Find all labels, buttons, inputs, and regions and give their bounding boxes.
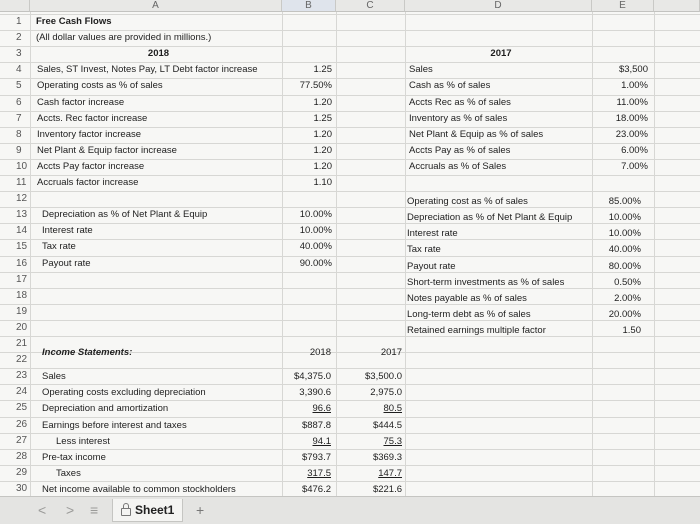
- column-gridline: [30, 12, 31, 496]
- factor-label[interactable]: Accts Pay factor increase: [37, 160, 145, 172]
- income-value-2017[interactable]: $221.6: [372, 483, 402, 495]
- income-statement-title[interactable]: Income Statements:: [42, 347, 133, 358]
- assumption-value[interactable]: 80.00%: [608, 260, 641, 272]
- factor-value[interactable]: 1.25: [313, 64, 332, 76]
- column-gridline: [405, 12, 406, 496]
- row-number[interactable]: 8: [16, 128, 22, 140]
- factor-value[interactable]: 1.20: [313, 160, 332, 172]
- sheet-tab-label: Sheet1: [135, 503, 175, 517]
- assumption-value[interactable]: 20.00%: [608, 308, 641, 320]
- assumption-value[interactable]: 6.00%: [621, 144, 648, 156]
- row-gridline: [0, 481, 700, 482]
- assumption-label[interactable]: Sales: [409, 64, 433, 76]
- assumption-label[interactable]: Interest rate: [407, 228, 458, 240]
- factor-value[interactable]: 1.20: [313, 128, 332, 140]
- factor-label[interactable]: Cash factor increase: [37, 96, 125, 108]
- income-label[interactable]: Less interest: [56, 435, 110, 447]
- factor-value[interactable]: 1.20: [313, 96, 332, 108]
- row-gridline: [0, 368, 700, 369]
- assumption-label[interactable]: Depreciation as % of Net Plant & Equip: [407, 212, 573, 224]
- row-number[interactable]: 20: [16, 321, 28, 333]
- row-number[interactable]: 26: [16, 418, 28, 430]
- row-number[interactable]: 28: [16, 450, 28, 462]
- row-number[interactable]: 6: [16, 96, 22, 108]
- income-label[interactable]: Operating costs excluding depreciation: [42, 387, 206, 399]
- assumption-value[interactable]: 1.00%: [621, 80, 648, 92]
- income-label[interactable]: Pre-tax income: [42, 451, 106, 463]
- sheet-title[interactable]: Free Cash Flows: [36, 16, 112, 27]
- assumption-value[interactable]: 85.00%: [608, 196, 641, 208]
- row-number[interactable]: 17: [16, 273, 28, 285]
- sheet-list-menu-icon[interactable]: ≡: [90, 502, 99, 518]
- row-gridline: [0, 191, 700, 192]
- row-number[interactable]: 1: [16, 16, 22, 27]
- row-number[interactable]: 25: [16, 402, 28, 414]
- rate-label[interactable]: Payout rate: [42, 257, 91, 269]
- assumption-value[interactable]: 7.00%: [621, 160, 648, 172]
- factor-label[interactable]: Net Plant & Equip factor increase: [37, 144, 177, 156]
- factor-value[interactable]: 77.50%: [299, 80, 332, 92]
- row-number[interactable]: 2: [16, 32, 22, 44]
- row-number[interactable]: 30: [16, 482, 28, 494]
- income-value-2018[interactable]: $4,375.0: [294, 371, 331, 383]
- row-number[interactable]: 13: [16, 209, 28, 221]
- income-value-2018[interactable]: $793.7: [301, 451, 331, 463]
- income-label[interactable]: Earnings before interest and taxes: [42, 419, 187, 431]
- assumption-label[interactable]: Short-term investments as % of sales: [407, 276, 565, 288]
- factor-label[interactable]: Accruals factor increase: [37, 177, 139, 188]
- income-col-2018[interactable]: 2018: [309, 347, 331, 358]
- assumption-value[interactable]: 0.50%: [614, 276, 641, 288]
- income-value-2018[interactable]: $887.8: [301, 419, 331, 431]
- income-value-2018[interactable]: $476.2: [301, 483, 331, 495]
- year-2017-header[interactable]: 2017: [490, 48, 512, 59]
- assumption-label[interactable]: Operating cost as % of sales: [407, 196, 528, 208]
- row-number[interactable]: 11: [16, 177, 27, 188]
- income-value-2017[interactable]: 2,975.0: [370, 387, 402, 399]
- assumption-value[interactable]: 18.00%: [615, 112, 648, 124]
- row-gridline: [0, 384, 700, 385]
- income-value-2017[interactable]: 147.7: [378, 467, 402, 479]
- assumption-label[interactable]: Payout rate: [407, 260, 456, 272]
- column-header[interactable]: D: [405, 0, 592, 12]
- row-number[interactable]: 12: [16, 193, 28, 205]
- row-number[interactable]: 19: [16, 305, 28, 317]
- column-header[interactable]: [654, 0, 700, 12]
- factor-label[interactable]: Accts. Rec factor increase: [37, 112, 148, 124]
- assumption-value[interactable]: 11.00%: [616, 96, 648, 108]
- assumption-label[interactable]: Inventory as % of sales: [409, 112, 508, 124]
- income-value-2018[interactable]: 96.6: [312, 403, 331, 415]
- rate-value[interactable]: 40.00%: [299, 241, 332, 253]
- tab-next-button[interactable]: >: [66, 502, 75, 518]
- row-gridline: [0, 465, 700, 466]
- income-value-2017[interactable]: $444.5: [372, 419, 402, 431]
- assumption-label[interactable]: Retained earnings multiple factor: [407, 324, 546, 336]
- row-number[interactable]: 14: [16, 225, 28, 237]
- factor-label[interactable]: Operating costs as % of sales: [37, 80, 163, 92]
- rate-value[interactable]: 90.00%: [299, 257, 332, 269]
- tab-prev-button[interactable]: <: [38, 502, 47, 518]
- column-header[interactable]: E: [592, 0, 654, 12]
- sheet-tab-bar: [0, 496, 700, 524]
- row-number[interactable]: 4: [16, 64, 22, 76]
- row-number[interactable]: 15: [16, 241, 28, 253]
- row-number[interactable]: 27: [16, 434, 28, 446]
- column-gridline: [336, 12, 337, 496]
- row-number[interactable]: 21: [16, 338, 28, 349]
- lock-icon: [121, 508, 131, 516]
- column-header[interactable]: A: [30, 0, 282, 12]
- factor-value[interactable]: 1.25: [313, 112, 332, 124]
- rate-value[interactable]: 10.00%: [299, 209, 332, 221]
- row-number[interactable]: 5: [16, 80, 22, 92]
- factor-value[interactable]: 1.20: [313, 144, 332, 156]
- row-number[interactable]: 10: [16, 160, 28, 172]
- income-value-2018[interactable]: 317.5: [307, 467, 331, 479]
- row-number[interactable]: 24: [16, 386, 28, 398]
- row-number[interactable]: 22: [16, 354, 28, 366]
- row-number[interactable]: 23: [16, 370, 28, 382]
- income-value-2018[interactable]: 3,390.6: [299, 387, 331, 399]
- row-number[interactable]: 16: [16, 257, 28, 269]
- column-header[interactable]: C: [336, 0, 405, 12]
- row-number[interactable]: 9: [16, 144, 22, 156]
- income-col-2017[interactable]: 2017: [380, 347, 402, 358]
- assumption-value[interactable]: 10.00%: [608, 212, 641, 224]
- sheet-subtitle[interactable]: (All dollar values are provided in millions.): [36, 32, 212, 43]
- factor-value[interactable]: 1.10: [313, 177, 332, 188]
- row-number[interactable]: 7: [16, 112, 22, 124]
- assumption-label[interactable]: Accts Pay as % of sales: [409, 144, 511, 156]
- income-value-2018[interactable]: 94.1: [312, 435, 331, 447]
- assumption-label[interactable]: Accts Rec as % of sales: [409, 96, 511, 108]
- assumption-value[interactable]: 2.00%: [614, 292, 641, 304]
- add-sheet-button[interactable]: +: [196, 502, 205, 518]
- assumption-label[interactable]: Long-term debt as % of sales: [407, 308, 531, 320]
- assumption-label[interactable]: Accruals as % of Sales: [409, 160, 507, 172]
- sheet-tab-sheet1[interactable]: [112, 499, 183, 522]
- income-value-2017[interactable]: $3,500.0: [365, 371, 402, 383]
- assumption-value[interactable]: $3,500: [618, 64, 648, 76]
- assumption-label[interactable]: Net Plant & Equip as % of sales: [409, 128, 544, 140]
- assumption-value[interactable]: 1.50: [622, 324, 641, 336]
- row-number[interactable]: 18: [16, 289, 28, 301]
- row-number[interactable]: 29: [16, 466, 28, 478]
- assumption-value[interactable]: 40.00%: [608, 244, 641, 256]
- rate-label[interactable]: Depreciation as % of Net Plant & Equip: [42, 209, 208, 221]
- income-value-2017[interactable]: $369.3: [372, 451, 402, 463]
- rate-value[interactable]: 10.00%: [299, 225, 332, 237]
- assumption-label[interactable]: Tax rate: [407, 244, 441, 256]
- rate-label[interactable]: Tax rate: [42, 241, 76, 253]
- income-label[interactable]: Net income available to common stockholders: [42, 483, 236, 495]
- income-label[interactable]: Taxes: [56, 467, 81, 479]
- assumption-label[interactable]: Notes payable as % of sales: [407, 292, 527, 304]
- income-value-2017[interactable]: 75.3: [383, 435, 402, 447]
- row-number[interactable]: 3: [16, 48, 22, 60]
- select-all-corner[interactable]: [0, 0, 30, 12]
- column-gridline: [654, 12, 655, 496]
- assumption-value[interactable]: 23.00%: [615, 128, 648, 140]
- assumption-label[interactable]: Cash as % of sales: [409, 80, 491, 92]
- column-header[interactable]: B: [282, 0, 336, 12]
- income-value-2017[interactable]: 80.5: [383, 403, 402, 415]
- factor-label[interactable]: Sales, ST Invest, Notes Pay, LT Debt factor increase: [37, 64, 258, 76]
- rate-label[interactable]: Interest rate: [42, 225, 93, 237]
- assumption-value[interactable]: 10.00%: [608, 228, 641, 240]
- income-label[interactable]: Depreciation and amortization: [42, 403, 169, 415]
- factor-label[interactable]: Inventory factor increase: [37, 128, 142, 140]
- year-2018-header[interactable]: 2018: [147, 48, 170, 59]
- income-label[interactable]: Sales: [42, 371, 66, 383]
